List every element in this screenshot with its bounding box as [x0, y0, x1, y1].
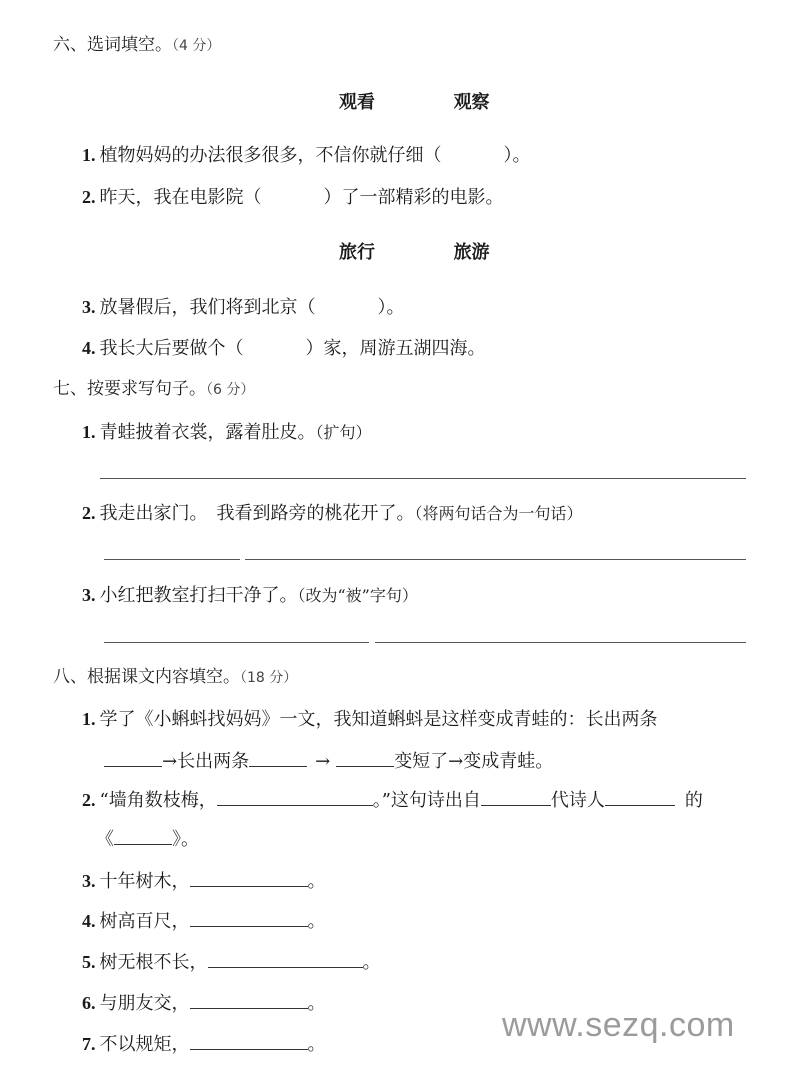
answer-line[interactable]: [245, 559, 746, 560]
question-8-2-continued: [96, 825, 199, 851]
answer-line[interactable]: [375, 642, 746, 643]
book-title-close: 》。: [172, 829, 199, 850]
question-number: 1.: [82, 709, 96, 729]
question-number: 2.: [82, 503, 96, 523]
question-text: 十年树木，: [99, 871, 190, 892]
arrow-text: →: [315, 751, 331, 772]
question-number: 2.: [82, 187, 96, 207]
question-6-1: [82, 141, 531, 167]
question-8-4: [82, 907, 326, 933]
question-number: 3.: [82, 871, 96, 891]
question-text: 不以规矩，: [99, 1034, 190, 1055]
question-7-1: [82, 418, 372, 444]
question-text: 。”这句诗出自: [372, 790, 481, 811]
question-8-6: [82, 989, 326, 1015]
question-text: 与朋友交，: [99, 993, 190, 1014]
answer-line[interactable]: [100, 478, 746, 479]
section-7-heading: [53, 374, 254, 399]
question-text: 小红把教室打扫干净了。: [99, 585, 298, 606]
answer-blank[interactable]: [190, 912, 308, 927]
question-8-5: [82, 948, 381, 974]
question-number: 2.: [82, 790, 96, 810]
word-option: 观看: [339, 92, 375, 113]
question-text-end: 。: [307, 1034, 326, 1055]
section-title: 七、按要求写句子。: [53, 379, 206, 399]
answer-line[interactable]: [104, 559, 240, 560]
answer-blank[interactable]: [217, 791, 373, 806]
section-title: 八、根据课文内容填空。: [53, 667, 240, 687]
answer-blank[interactable]: [336, 752, 394, 767]
section-title: 六、选词填空。: [53, 35, 172, 55]
word-choice-group-2: [339, 238, 490, 264]
answer-blank[interactable]: [481, 791, 551, 806]
section-6-heading: [53, 30, 220, 55]
question-6-3: [82, 293, 405, 319]
section-score: （18 分）: [240, 670, 298, 686]
question-7-3: [82, 581, 418, 607]
answer-blank[interactable]: [208, 953, 363, 968]
word-option: 旅游: [453, 242, 490, 263]
question-6-4: [82, 334, 486, 360]
question-text: 放暑假后，我们将到北京（: [99, 297, 316, 318]
question-8-2: [82, 786, 703, 812]
book-title-open: 《: [96, 829, 114, 850]
answer-blank[interactable]: [190, 1035, 308, 1050]
word-option: 观察: [453, 92, 490, 113]
question-number: 1.: [82, 422, 96, 442]
answer-blank[interactable]: [249, 752, 307, 767]
question-text: 昨天，我在电影院（: [99, 187, 262, 208]
answer-line[interactable]: [104, 642, 369, 643]
question-number: 4.: [82, 338, 96, 358]
answer-blank[interactable]: [190, 872, 308, 887]
question-text: 树高百尺，: [99, 911, 190, 932]
question-number: 6.: [82, 993, 96, 1013]
question-text: 我走出家门。 我看到路旁的桃花开了。: [99, 503, 415, 524]
question-7-2: [82, 499, 583, 525]
question-text: 青蛙披着衣裳，露着肚皮。: [99, 422, 316, 443]
question-text-end: 变短了→变成青蛙。: [394, 751, 554, 772]
answer-blank[interactable]: [605, 791, 675, 806]
question-text: 植物妈妈的办法很多很多，不信你就仔细（: [99, 145, 442, 166]
question-8-7: [82, 1030, 326, 1056]
question-hint: （扩句）: [315, 423, 372, 442]
question-text: 代诗人: [550, 790, 605, 811]
question-text-end: ）。: [377, 297, 405, 318]
answer-blank[interactable]: [190, 994, 308, 1009]
question-number: 4.: [82, 911, 96, 931]
question-8-1-continued: [104, 747, 553, 773]
section-score: （4 分）: [172, 38, 221, 54]
question-number: 5.: [82, 952, 96, 972]
answer-blank[interactable]: [104, 752, 162, 767]
question-hint: （改为“被”字句）: [297, 586, 418, 605]
question-8-3: [82, 867, 326, 893]
question-text-end: 。: [362, 952, 381, 973]
answer-blank[interactable]: [114, 830, 172, 845]
question-number: 3.: [82, 585, 96, 605]
question-text: 的: [684, 790, 703, 811]
question-text-end: 。: [307, 993, 326, 1014]
question-text: 学了《小蝌蚪找妈妈》一文，我知道蝌蚪是这样变成青蛙的：长出两条: [99, 709, 658, 730]
word-option: 旅行: [339, 242, 375, 263]
question-text-end: 。: [307, 911, 326, 932]
question-text: 我长大后要做个（: [99, 338, 244, 359]
site-watermark: www.sezq.com: [502, 1006, 735, 1044]
question-number: 3.: [82, 297, 96, 317]
question-number: 7.: [82, 1034, 96, 1054]
question-text: “墙角数枝梅，: [99, 790, 217, 811]
question-text-end: ）了一部精彩的电影。: [323, 187, 504, 208]
question-6-2: [82, 183, 504, 209]
word-choice-group-1: [339, 88, 490, 114]
question-text: →长出两条: [162, 751, 250, 772]
question-hint: （将两句话合为一句话）: [414, 504, 583, 523]
question-8-1: [82, 705, 658, 731]
section-8-heading: [53, 662, 297, 687]
question-text-end: 。: [307, 871, 326, 892]
question-number: 1.: [82, 145, 96, 165]
question-text: 树无根不长，: [99, 952, 208, 973]
section-score: （6 分）: [206, 382, 255, 398]
question-text-end: ）家，周游五湖四海。: [305, 338, 486, 359]
question-text-end: ）。: [503, 145, 531, 166]
